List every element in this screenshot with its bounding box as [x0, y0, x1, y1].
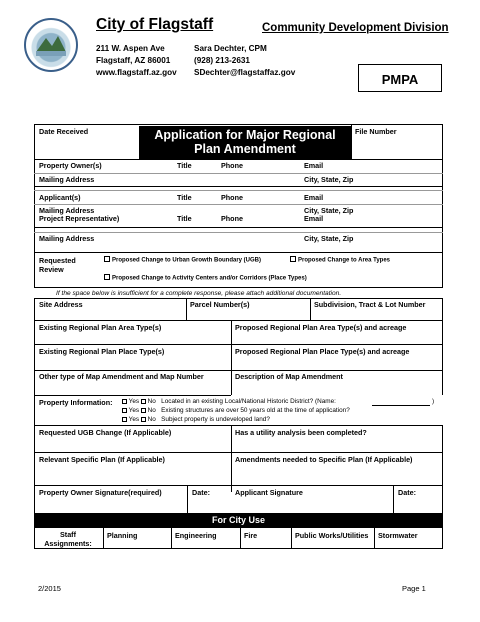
city-use-title: For City Use [211, 515, 265, 525]
applicant-phone-label: Phone [221, 193, 243, 202]
revision-date: 2/2015 [38, 584, 61, 593]
proposed-area-types-label: Proposed Regional Plan Area Type(s) and acreage [235, 323, 407, 332]
insufficient-space-note: If the space below is insufficient for a complete response, please attach additional documentation. [56, 290, 342, 297]
mountain-icon [36, 32, 66, 56]
applicant-title-label: Title [177, 193, 192, 202]
rep-phone-label: Phone [221, 214, 243, 223]
fire-label: Fire [244, 531, 258, 540]
utility-analysis-label: Has a utility analysis been completed? [235, 428, 367, 437]
planning-label: Planning [107, 531, 138, 540]
divider [34, 232, 443, 233]
divider [171, 527, 172, 549]
checkbox-icon[interactable] [141, 417, 146, 422]
checkbox-icon[interactable] [122, 417, 127, 422]
pi-question-structures: Yes No Existing structures are over 50 years old at the time of application? [122, 407, 350, 414]
divider [34, 485, 443, 486]
divider [34, 370, 443, 371]
city-title: City of Flagstaff [96, 16, 214, 33]
city-seal-logo [24, 18, 78, 72]
address-line2: Flagstaff, AZ 86001 [96, 56, 171, 65]
owner-mailing-label: Mailing Address [39, 175, 95, 184]
applicant-date-label: Date: [398, 488, 416, 497]
divider [34, 452, 443, 453]
rep-mailing-label: Mailing Address [39, 234, 95, 243]
owner-title-label: Title [177, 161, 192, 170]
existing-area-types-label: Existing Regional Plan Area Type(s) [39, 323, 162, 332]
requested-ugb-label: Requested UGB Change (If Applicable) [39, 428, 172, 437]
checkbox-icon[interactable] [141, 399, 146, 404]
divider [187, 485, 188, 514]
owner-city-label: City, State, Zip [304, 175, 354, 184]
divider [240, 527, 241, 549]
divider [34, 227, 443, 228]
divider [34, 159, 443, 160]
contact-email: SDechter@flagstaffaz.gov [194, 68, 296, 77]
applicant-email-label: Email [304, 193, 324, 202]
divider [34, 320, 443, 321]
rep-city-label: City, State, Zip [304, 234, 354, 243]
checkbox-icon[interactable] [122, 399, 127, 404]
proposed-place-types-label: Proposed Regional Plan Place Type(s) and acreage [235, 347, 410, 356]
staff-assignments-label: Staff Assignments: [44, 530, 92, 548]
divider [34, 425, 443, 426]
pi-question-undeveloped: Yes No Subject property is undeveloped land? [122, 416, 270, 423]
date-received-label: Date Received [39, 127, 89, 136]
website: www.flagstaff.az.gov [96, 68, 177, 77]
divider [393, 485, 394, 514]
checkbox-icon[interactable] [104, 274, 110, 280]
review-option-ugb[interactable]: Proposed Change to Urban Growth Boundary (UGB) [104, 256, 261, 264]
requested-review-label: Requested Review [39, 256, 76, 274]
owner-phone-label: Phone [221, 161, 243, 170]
divider [34, 344, 443, 345]
parcel-numbers-label: Parcel Number(s) [190, 300, 250, 309]
owner-date-label: Date: [192, 488, 210, 497]
contact-phone: (928) 213-2631 [194, 56, 250, 65]
divider [351, 124, 352, 159]
divider [34, 186, 443, 187]
rep-email-label: Email [304, 214, 324, 223]
existing-place-types-label: Existing Regional Plan Place Type(s) [39, 347, 165, 356]
checkbox-icon[interactable] [290, 256, 296, 262]
applicant-mailing-label: Mailing Address [39, 206, 95, 215]
divider [103, 527, 104, 549]
form-code: PMPA [381, 72, 419, 87]
applicant-city-label: City, State, Zip [304, 206, 354, 215]
rep-title-label: Title [177, 214, 192, 223]
divider [34, 252, 443, 253]
property-owner-label: Property Owner(s) [39, 161, 102, 170]
divider [291, 527, 292, 549]
division-name: Community Development Division [262, 22, 449, 34]
file-number-label: File Number [355, 127, 397, 136]
project-rep-label: Project Representative) [39, 214, 120, 223]
checkbox-icon[interactable] [104, 256, 110, 262]
map-amendment-desc-label: Description of Map Amendment [235, 372, 343, 381]
applicant-signature-label: Applicant Signature [235, 488, 303, 497]
checkbox-icon[interactable] [122, 408, 127, 413]
historic-name-line[interactable] [372, 405, 430, 406]
page-number: Page 1 [402, 584, 426, 593]
divider [34, 173, 443, 174]
public-works-label: Public Works/Utilities [295, 531, 369, 540]
owner-email-label: Email [304, 161, 324, 170]
applicant-label: Applicant(s) [39, 193, 81, 202]
pi-question-historic-close: ) [432, 398, 435, 405]
review-option-activity-centers[interactable]: Proposed Change to Activity Centers and/or Corridors (Place Types) [104, 274, 307, 282]
divider [34, 204, 443, 205]
subdivision-label: Subdivision, Tract & Lot Number [314, 300, 426, 309]
checkbox-icon[interactable] [141, 408, 146, 413]
address-line1: 211 W. Aspen Ave [96, 44, 165, 53]
contact-name: Sara Dechter, CPM [194, 44, 267, 53]
stormwater-label: Stormwater [378, 531, 418, 540]
divider [186, 298, 187, 320]
divider [374, 527, 375, 549]
relevant-specific-plan-label: Relevant Specific Plan (If Applicable) [39, 455, 165, 464]
review-option-area-types[interactable]: Proposed Change to Area Types [290, 256, 390, 264]
engineering-label: Engineering [175, 531, 217, 540]
divider [34, 190, 443, 191]
divider [310, 298, 311, 320]
other-map-amendment-label: Other type of Map Amendment and Map Number [39, 372, 204, 381]
site-address-label: Site Address [39, 300, 83, 309]
property-information-label: Property Information: [39, 398, 113, 407]
owner-signature-label: Property Owner Signature(required) [39, 488, 162, 497]
pi-question-historic: Yes No Located in an existing Local/National Historic District? (Name: [122, 398, 336, 405]
form-title: Application for Major Regional Plan Amendment [154, 128, 336, 156]
amendments-specific-plan-label: Amendments needed to Specific Plan (If Applicable) [235, 455, 413, 464]
